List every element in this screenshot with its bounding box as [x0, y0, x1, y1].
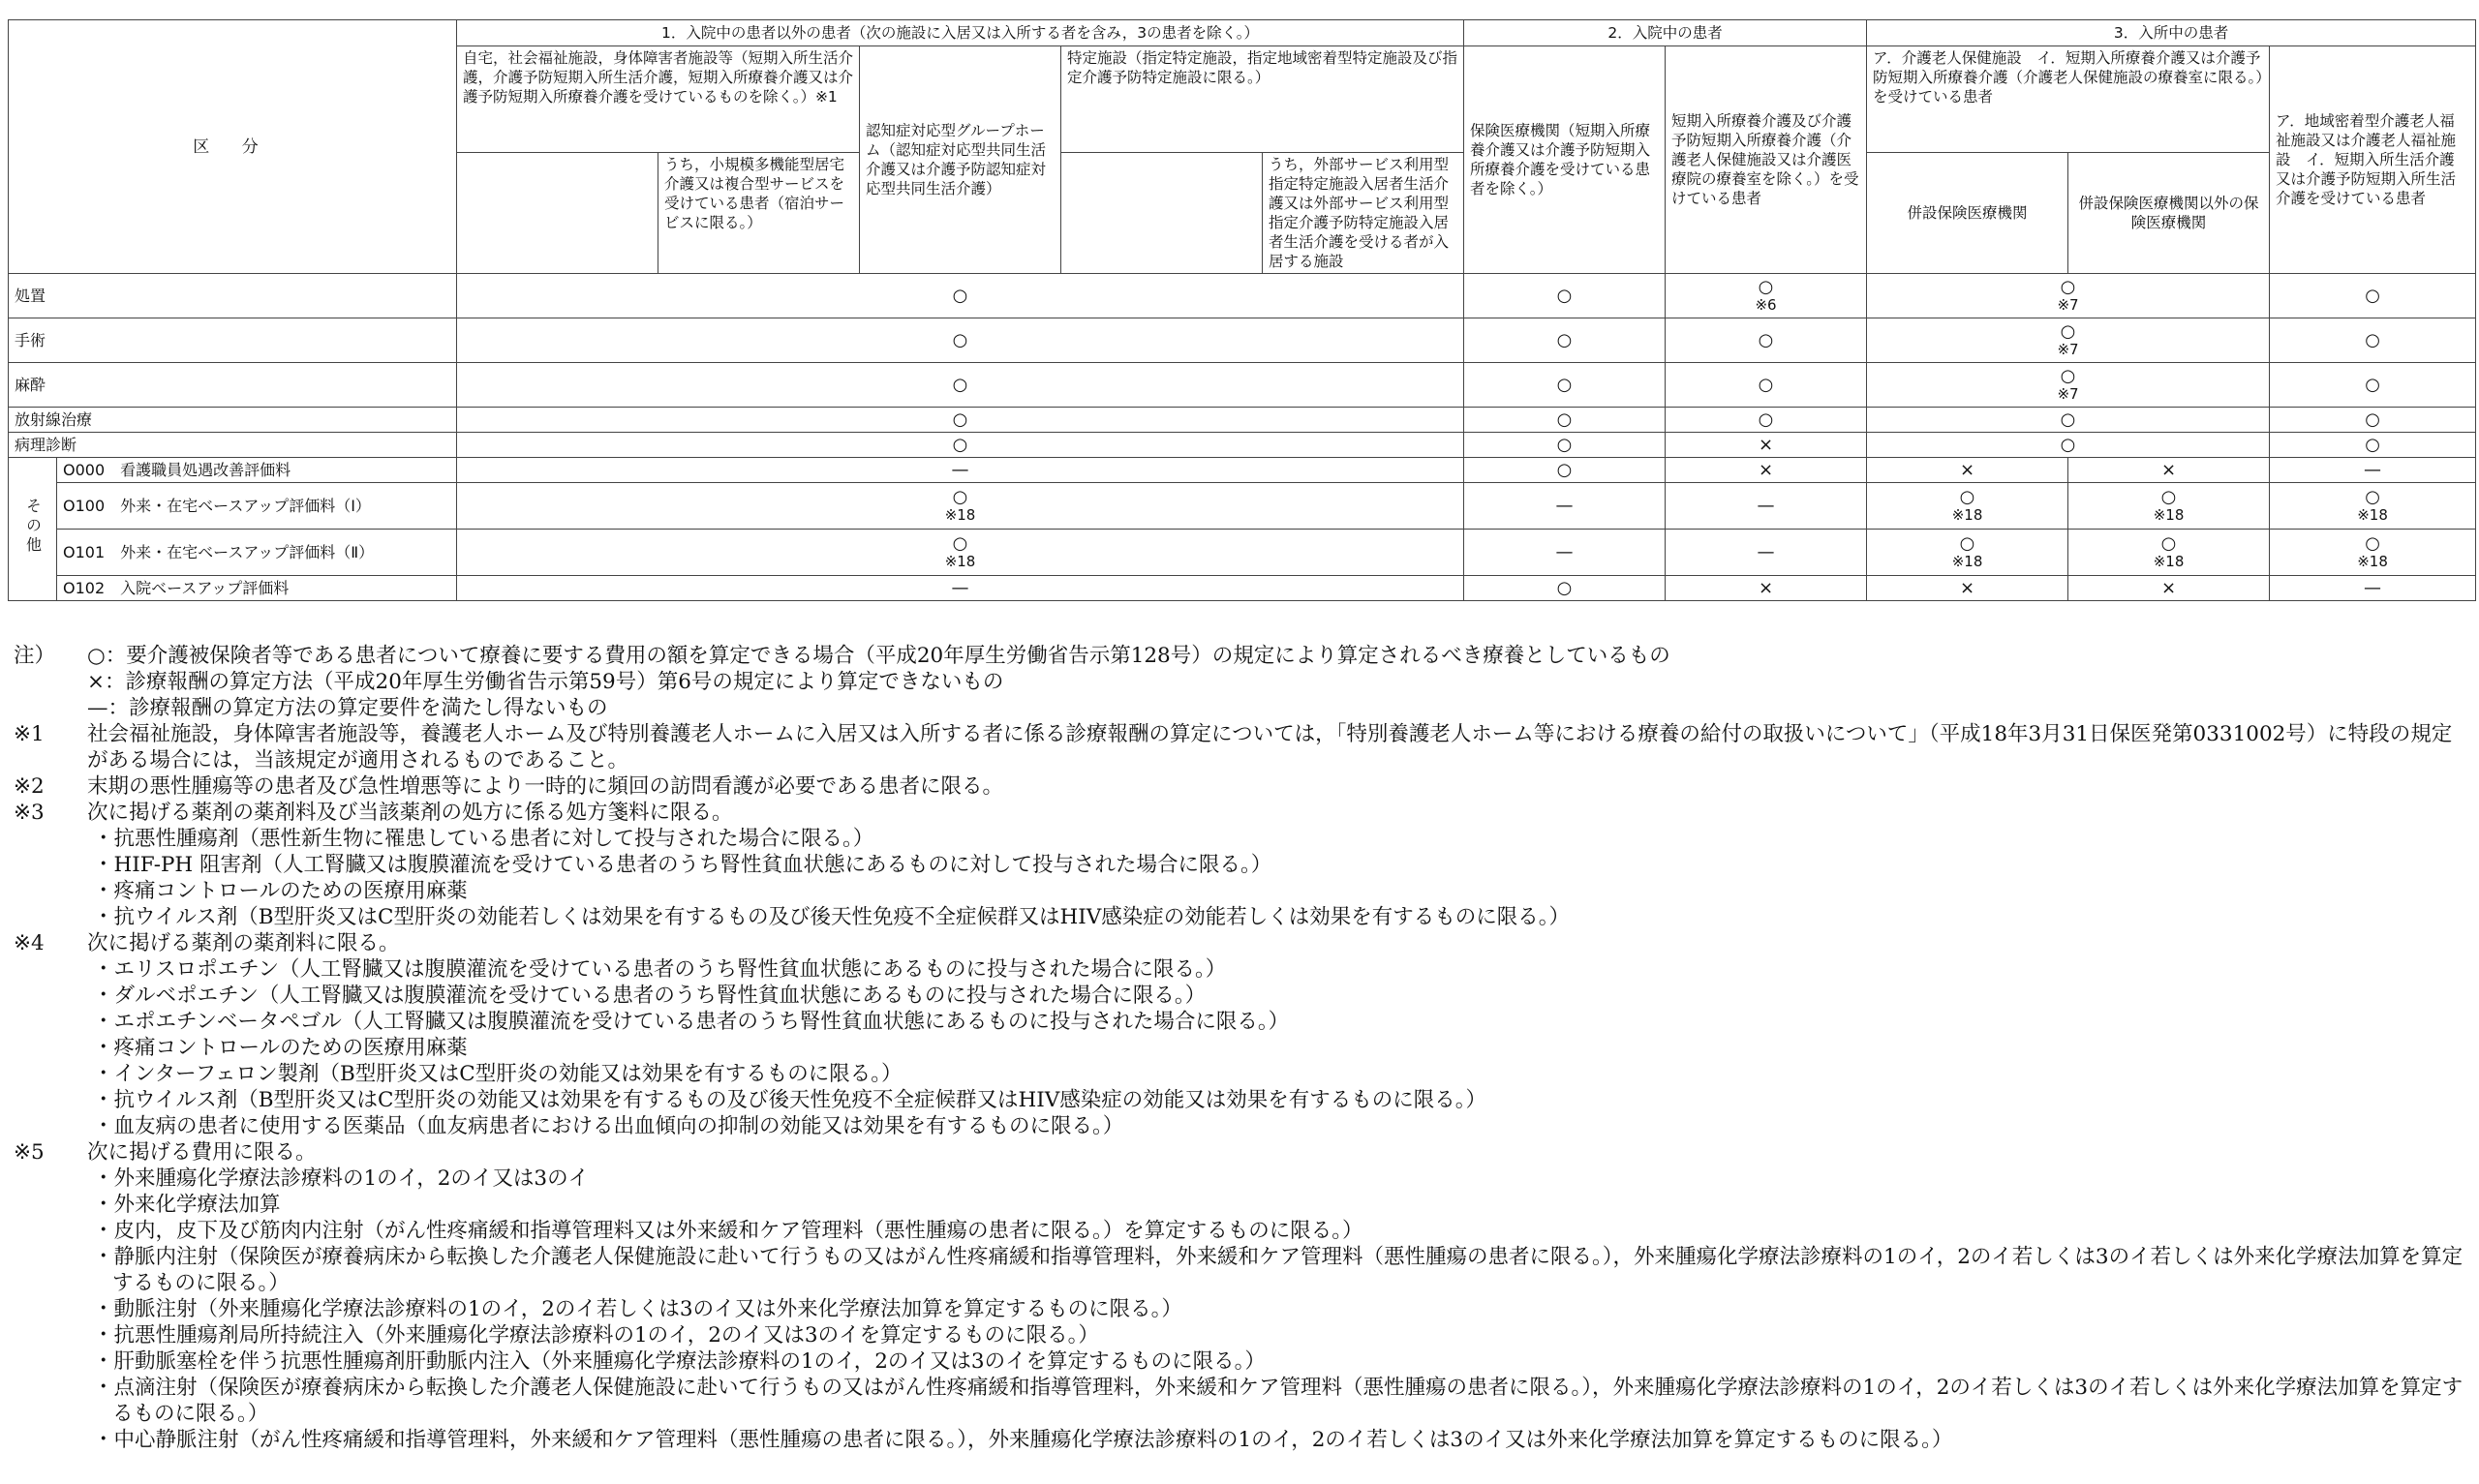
- cell-mark: ○: [457, 363, 1464, 408]
- cell-mark: ×: [2068, 458, 2270, 483]
- cell-mark: [2270, 483, 2476, 530]
- cell-mark: ○: [1464, 363, 1666, 408]
- mark-note: ※18: [1951, 506, 1983, 524]
- mark-symbol: ○: [1959, 533, 1975, 554]
- list-item: ・抗ウイルス剤（B型肝炎又はC型肝炎の効能又は効果を有するもの及び後天性免疫不全症候群又はHIV感染症の効能又は効果を有するものに限る。）: [93, 1088, 1486, 1112]
- cell-mark: —: [1666, 530, 1867, 576]
- mark-symbol: ○: [952, 285, 968, 306]
- list-item: ・動脈注射（外来腫瘍化学療法診療料の1のイ，2のイ若しくは3のイ又は外来化学療法加算を算定するものに限る。）: [93, 1297, 1182, 1321]
- cell-mark: [457, 530, 1464, 576]
- header-home-sub: うち，小規模多機能型居宅介護又は複合型サービスを受けている患者（宿泊サービスに限る。）: [658, 153, 860, 274]
- note-3: [14, 800, 2464, 826]
- table-row: [9, 408, 2476, 433]
- mark-symbol: ○: [1959, 487, 1975, 507]
- cell-mark: —: [1464, 483, 1666, 530]
- legend-note: [14, 643, 2464, 721]
- group-header-outpatient: 1．入院中の患者以外の患者（次の施設に入居又は入所する者を含み，3の患者を除く。）: [457, 20, 1464, 46]
- cell-mark: ○: [457, 318, 1464, 363]
- table-row: [9, 433, 2476, 458]
- list-item: ・抗ウイルス剤（B型肝炎又はC型肝炎の効能若しくは効果を有するもの及び後天性免疫不全症候群又はHIV感染症の効能若しくは効果を有するものに限る。）: [93, 905, 1570, 929]
- note-text: 末期の悪性腫瘍等の患者及び急性増悪等により一時的に頻回の訪問看護が必要である患者に限る。: [87, 774, 1004, 799]
- note-text: 社会福祉施設，身体障害者施設等，養護老人ホーム及び特別養護老人ホームに入居又は入所する者に係る診療報酬の算定については，「特別養護老人ホーム等における療養の給付の取扱いについて」（平成18年3月31日保医発第0331002号）に特段の規定がある場合には，当該規定が適用されるものであること。: [87, 722, 2453, 772]
- cell-mark: ○: [457, 408, 1464, 433]
- cell-mark: [2068, 530, 2270, 576]
- cell-mark: ○: [1464, 318, 1666, 363]
- cell-mark: —: [457, 576, 1464, 601]
- notes-section: [14, 643, 2464, 1453]
- list-item: ・ダルベポエチン（人工腎臓又は腹膜灌流を受けている患者のうち腎性貧血状態にあるものに投与された場合に限る。）: [93, 984, 1207, 1008]
- cell-mark: ○: [1464, 576, 1666, 601]
- cell-mark: [457, 483, 1464, 530]
- cell-mark: ○: [1666, 318, 1867, 363]
- mark-note: ※18: [944, 506, 976, 524]
- sonota-label: その他: [23, 498, 43, 556]
- mark-symbol: ○: [2160, 533, 2177, 554]
- mark-note: ※18: [2153, 506, 2185, 524]
- cell-mark: [1867, 274, 2270, 318]
- note-4: [14, 930, 2464, 956]
- table-row: [9, 363, 2476, 408]
- note-text: 次に掲げる費用に限る。: [87, 1140, 317, 1165]
- row-label: O100 外来・在宅ベースアップ評価料（Ⅰ）: [57, 483, 457, 530]
- legend-circle: ○：要介護被保険者等である患者について療養に要する費用の額を算定できる場合（平成20年厚生労働省告示第128号）の規定により算定されるべき療養としているもの: [87, 644, 1670, 668]
- cell-mark: —: [457, 458, 1464, 483]
- list-item: ・外来化学療法加算: [93, 1193, 281, 1217]
- mark-symbol: ○: [2365, 487, 2380, 507]
- list-item: ・エポエチンベータペゴル（人工腎臓又は腹膜灌流を受けている患者のうち腎性貧血状態にあるものに投与された場合に限る。）: [93, 1010, 1290, 1034]
- header-tokutei-blank: [1061, 153, 1263, 274]
- mark-note: ※18: [2153, 553, 2185, 570]
- cell-mark: ○: [2270, 408, 2476, 433]
- note-5-items: [14, 1166, 2464, 1453]
- cell-mark: ×: [1666, 576, 1867, 601]
- mark-note: ※7: [2057, 341, 2079, 358]
- note-4-items: [14, 956, 2464, 1139]
- list-item: ・HIF-PH 阻害剤（人工腎臓又は腹膜灌流を受けている患者のうち腎性貧血状態にあるものに対して投与された場合に限る。）: [93, 853, 1272, 877]
- list-item: ・疼痛コントロールのための医療用麻薬: [93, 1036, 468, 1060]
- header-tokutei-sub: うち，外部サービス利用型指定特定施設入居者生活介護又は外部サービス利用型指定介護予防特定施設入居者生活介護を受ける者が入居する施設: [1263, 153, 1464, 274]
- cell-mark: ×: [1666, 458, 1867, 483]
- mark-note: ※6: [1755, 296, 1777, 314]
- header-home: 自宅，社会福祉施設，身体障害者施設等（短期入所生活介護，介護予防短期入所生活介護，短期入所療養介護又は介護予防短期入所療養介護を受けているものを除く。）※1: [457, 46, 860, 153]
- mark-note: ※18: [1951, 553, 1983, 570]
- cell-mark: ○: [2270, 433, 2476, 458]
- mark-symbol: ○: [1758, 277, 1774, 297]
- group-header-inpatient: 2．入院中の患者: [1464, 20, 1867, 46]
- mark-symbol: ○: [2365, 533, 2380, 554]
- note-1: [14, 721, 2464, 773]
- header-roken: ア．介護老人保健施設 イ．短期入所療養介護又は介護予防短期入所療養介護（介護老人保健施設の療養室に限る。）を受けている患者: [1867, 46, 2270, 153]
- row-label: O102 入院ベースアップ評価料: [57, 576, 457, 601]
- header-heisetsu-other: 併設保険医療機関以外の保険医療機関: [2068, 153, 2270, 274]
- row-label: 放射線治療: [9, 408, 457, 433]
- note-key: ※1: [14, 722, 45, 746]
- cell-mark: ×: [1867, 576, 2068, 601]
- cell-mark: —: [2270, 458, 2476, 483]
- cell-mark: ○: [1666, 363, 1867, 408]
- cell-mark: —: [1464, 530, 1666, 576]
- mark-symbol: ○: [2060, 366, 2076, 386]
- medical-fee-table: [8, 19, 2476, 601]
- mark-symbol: ○: [2060, 321, 2076, 342]
- mark-symbol: ○: [952, 533, 968, 554]
- table-row: [9, 318, 2476, 363]
- cell-mark: ○: [1464, 274, 1666, 318]
- note-key: 注）: [14, 644, 56, 668]
- row-label: O101 外来・在宅ベースアップ評価料（Ⅱ）: [57, 530, 457, 576]
- cell-mark: ○: [1464, 408, 1666, 433]
- cell-mark: [457, 274, 1464, 318]
- cell-mark: ○: [1464, 433, 1666, 458]
- note-text: 次に掲げる薬剤の薬剤料及び当該薬剤の処方に係る処方箋料に限る。: [87, 801, 733, 825]
- note-key: ※2: [14, 774, 45, 799]
- cell-mark: ○: [2270, 363, 2476, 408]
- note-key: ※5: [14, 1140, 45, 1165]
- table-row: [9, 576, 2476, 601]
- list-item: ・血友病の患者に使用する医薬品（血友病患者における出血傾向の抑制の効能又は効果を有するものに限る。）: [93, 1114, 1124, 1138]
- header-chiiki: ア．地域密着型介護老人福祉施設又は介護老人福祉施設 イ．短期入所生活介護又は介護予防短期入所生活介護を受けている患者: [2270, 46, 2476, 274]
- row-label: 病理診断: [9, 433, 457, 458]
- legend-dash: —：診療報酬の算定方法の算定要件を満たし得ないもの: [87, 696, 608, 720]
- list-item: ・疼痛コントロールのための医療用麻薬: [93, 879, 468, 903]
- header-heisetsu: 併設保険医療機関: [1867, 153, 2068, 274]
- cell-mark: [1867, 318, 2270, 363]
- header-tanki: 短期入所療養介護及び介護予防短期入所療養介護（介護老人保健施設又は介護医療院の療養室を除く。）を受けている患者: [1666, 46, 1867, 274]
- cell-mark: —: [1666, 483, 1867, 530]
- sonota-label-cell: [9, 458, 57, 601]
- cell-mark: ○: [1867, 408, 2270, 433]
- cell-mark: ×: [2068, 576, 2270, 601]
- cell-mark: ○: [1666, 408, 1867, 433]
- list-item: ・静脈内注射（保険医が療養病床から転換した介護老人保健施設に赴いて行うもの又はがん性疼痛緩和指導管理料，外来緩和ケア管理料（悪性腫瘍の患者に限る。），外来腫瘍化学療法診療料の1のイ，2のイ若しくは3のイ若しくは外来化学療法加算を算定するものに限る。）: [93, 1245, 2464, 1295]
- mark-note: ※7: [2057, 385, 2079, 403]
- group-header-resident: 3．入所中の患者: [1867, 20, 2476, 46]
- mark-symbol: ○: [952, 487, 968, 507]
- cell-mark: ○: [457, 433, 1464, 458]
- cell-mark: [2068, 483, 2270, 530]
- cell-mark: —: [2270, 576, 2476, 601]
- table-row: [9, 483, 2476, 530]
- list-item: ・肝動脈塞栓を伴う抗悪性腫瘍剤肝動脈内注入（外来腫瘍化学療法診療料の1のイ，2のイ又は3のイを算定するものに限る。）: [93, 1349, 1266, 1374]
- kubun-header: 区 分: [9, 20, 457, 274]
- row-label: O000 看護職員処遇改善評価料: [57, 458, 457, 483]
- cell-mark: [1867, 530, 2068, 576]
- table-row: [9, 530, 2476, 576]
- row-label: 手術: [9, 318, 457, 363]
- row-label: 麻酔: [9, 363, 457, 408]
- cell-mark: ×: [1867, 458, 2068, 483]
- mark-symbol: ○: [2160, 487, 2177, 507]
- list-item: ・エリスロポエチン（人工腎臓又は腹膜灌流を受けている患者のうち腎性貧血状態にあるものに投与された場合に限る。）: [93, 957, 1227, 982]
- cell-mark: ×: [1666, 433, 1867, 458]
- mark-note: ※7: [2057, 296, 2079, 314]
- note-key: ※4: [14, 931, 45, 955]
- list-item: ・点滴注射（保険医が療養病床から転換した介護老人保健施設に赴いて行うもの又はがん性疼痛緩和指導管理料，外来緩和ケア管理料（悪性腫瘍の患者に限る。），外来腫瘍化学療法診療料の1のイ，2のイ若しくは3のイ若しくは外来化学療法加算を算定するものに限る。）: [93, 1376, 2464, 1426]
- cell-mark: [1666, 274, 1867, 318]
- row-label: 処置: [9, 274, 457, 318]
- mark-note: ※18: [2357, 553, 2388, 570]
- table-row: [9, 274, 2476, 318]
- header-hoken: 保険医療機関（短期入所療養介護又は介護予防短期入所療養介護を受けている患者を除く。）: [1464, 46, 1666, 274]
- legend-cross: ×：診療報酬の算定方法（平成20年厚生労働省告示第59号）第6号の規定により算定できないもの: [87, 670, 1004, 694]
- cell-mark: [1867, 483, 2068, 530]
- note-5: [14, 1139, 2464, 1166]
- mark-note: ※18: [944, 553, 976, 570]
- cell-mark: ○: [2270, 274, 2476, 318]
- header-tokutei: 特定施設（指定特定施設，指定地域密着型特定施設及び指定介護予防特定施設に限る。）: [1061, 46, 1464, 153]
- mark-note: ※18: [2357, 506, 2388, 524]
- table-row: [9, 458, 2476, 483]
- mark-symbol: ○: [2060, 277, 2076, 297]
- cell-mark: ○: [1464, 458, 1666, 483]
- list-item: ・インターフェロン製剤（B型肝炎又はC型肝炎の効能又は効果を有するものに限る。）: [93, 1062, 903, 1086]
- note-key: ※3: [14, 801, 45, 825]
- note-3-items: [14, 826, 2464, 930]
- note-2: [14, 773, 2464, 800]
- list-item: ・中心静脈注射（がん性疼痛緩和指導管理料，外来緩和ケア管理料（悪性腫瘍の患者に限る。），外来腫瘍化学療法診療料の1のイ，2のイ若しくは3のイ又は外来化学療法加算を算定するものに限る。）: [93, 1428, 1953, 1452]
- note-text: 次に掲げる薬剤の薬剤料に限る。: [87, 931, 400, 955]
- cell-mark: [1867, 363, 2270, 408]
- cell-mark: ○: [1867, 433, 2270, 458]
- group-header-row: [9, 20, 2476, 46]
- list-item: ・皮内，皮下及び筋肉内注射（がん性疼痛緩和指導管理料又は外来緩和ケア管理料（悪性腫瘍の患者に限る。）を算定するものに限る。）: [93, 1219, 1363, 1243]
- cell-mark: ○: [2270, 318, 2476, 363]
- list-item: ・抗悪性腫瘍剤（悪性新生物に罹患している患者に対して投与された場合に限る。）: [93, 827, 874, 851]
- list-item: ・外来腫瘍化学療法診療料の1のイ，2のイ又は3のイ: [93, 1166, 590, 1191]
- cell-mark: [2270, 530, 2476, 576]
- header-home-blank: [457, 153, 658, 274]
- header-group-home: 認知症対応型グループホーム（認知症対応型共同生活介護又は介護予防認知症対応型共同生活介護）: [860, 46, 1061, 274]
- list-item: ・抗悪性腫瘍剤局所持続注入（外来腫瘍化学療法診療料の1のイ，2のイ又は3のイを算定するものに限る。）: [93, 1323, 1099, 1348]
